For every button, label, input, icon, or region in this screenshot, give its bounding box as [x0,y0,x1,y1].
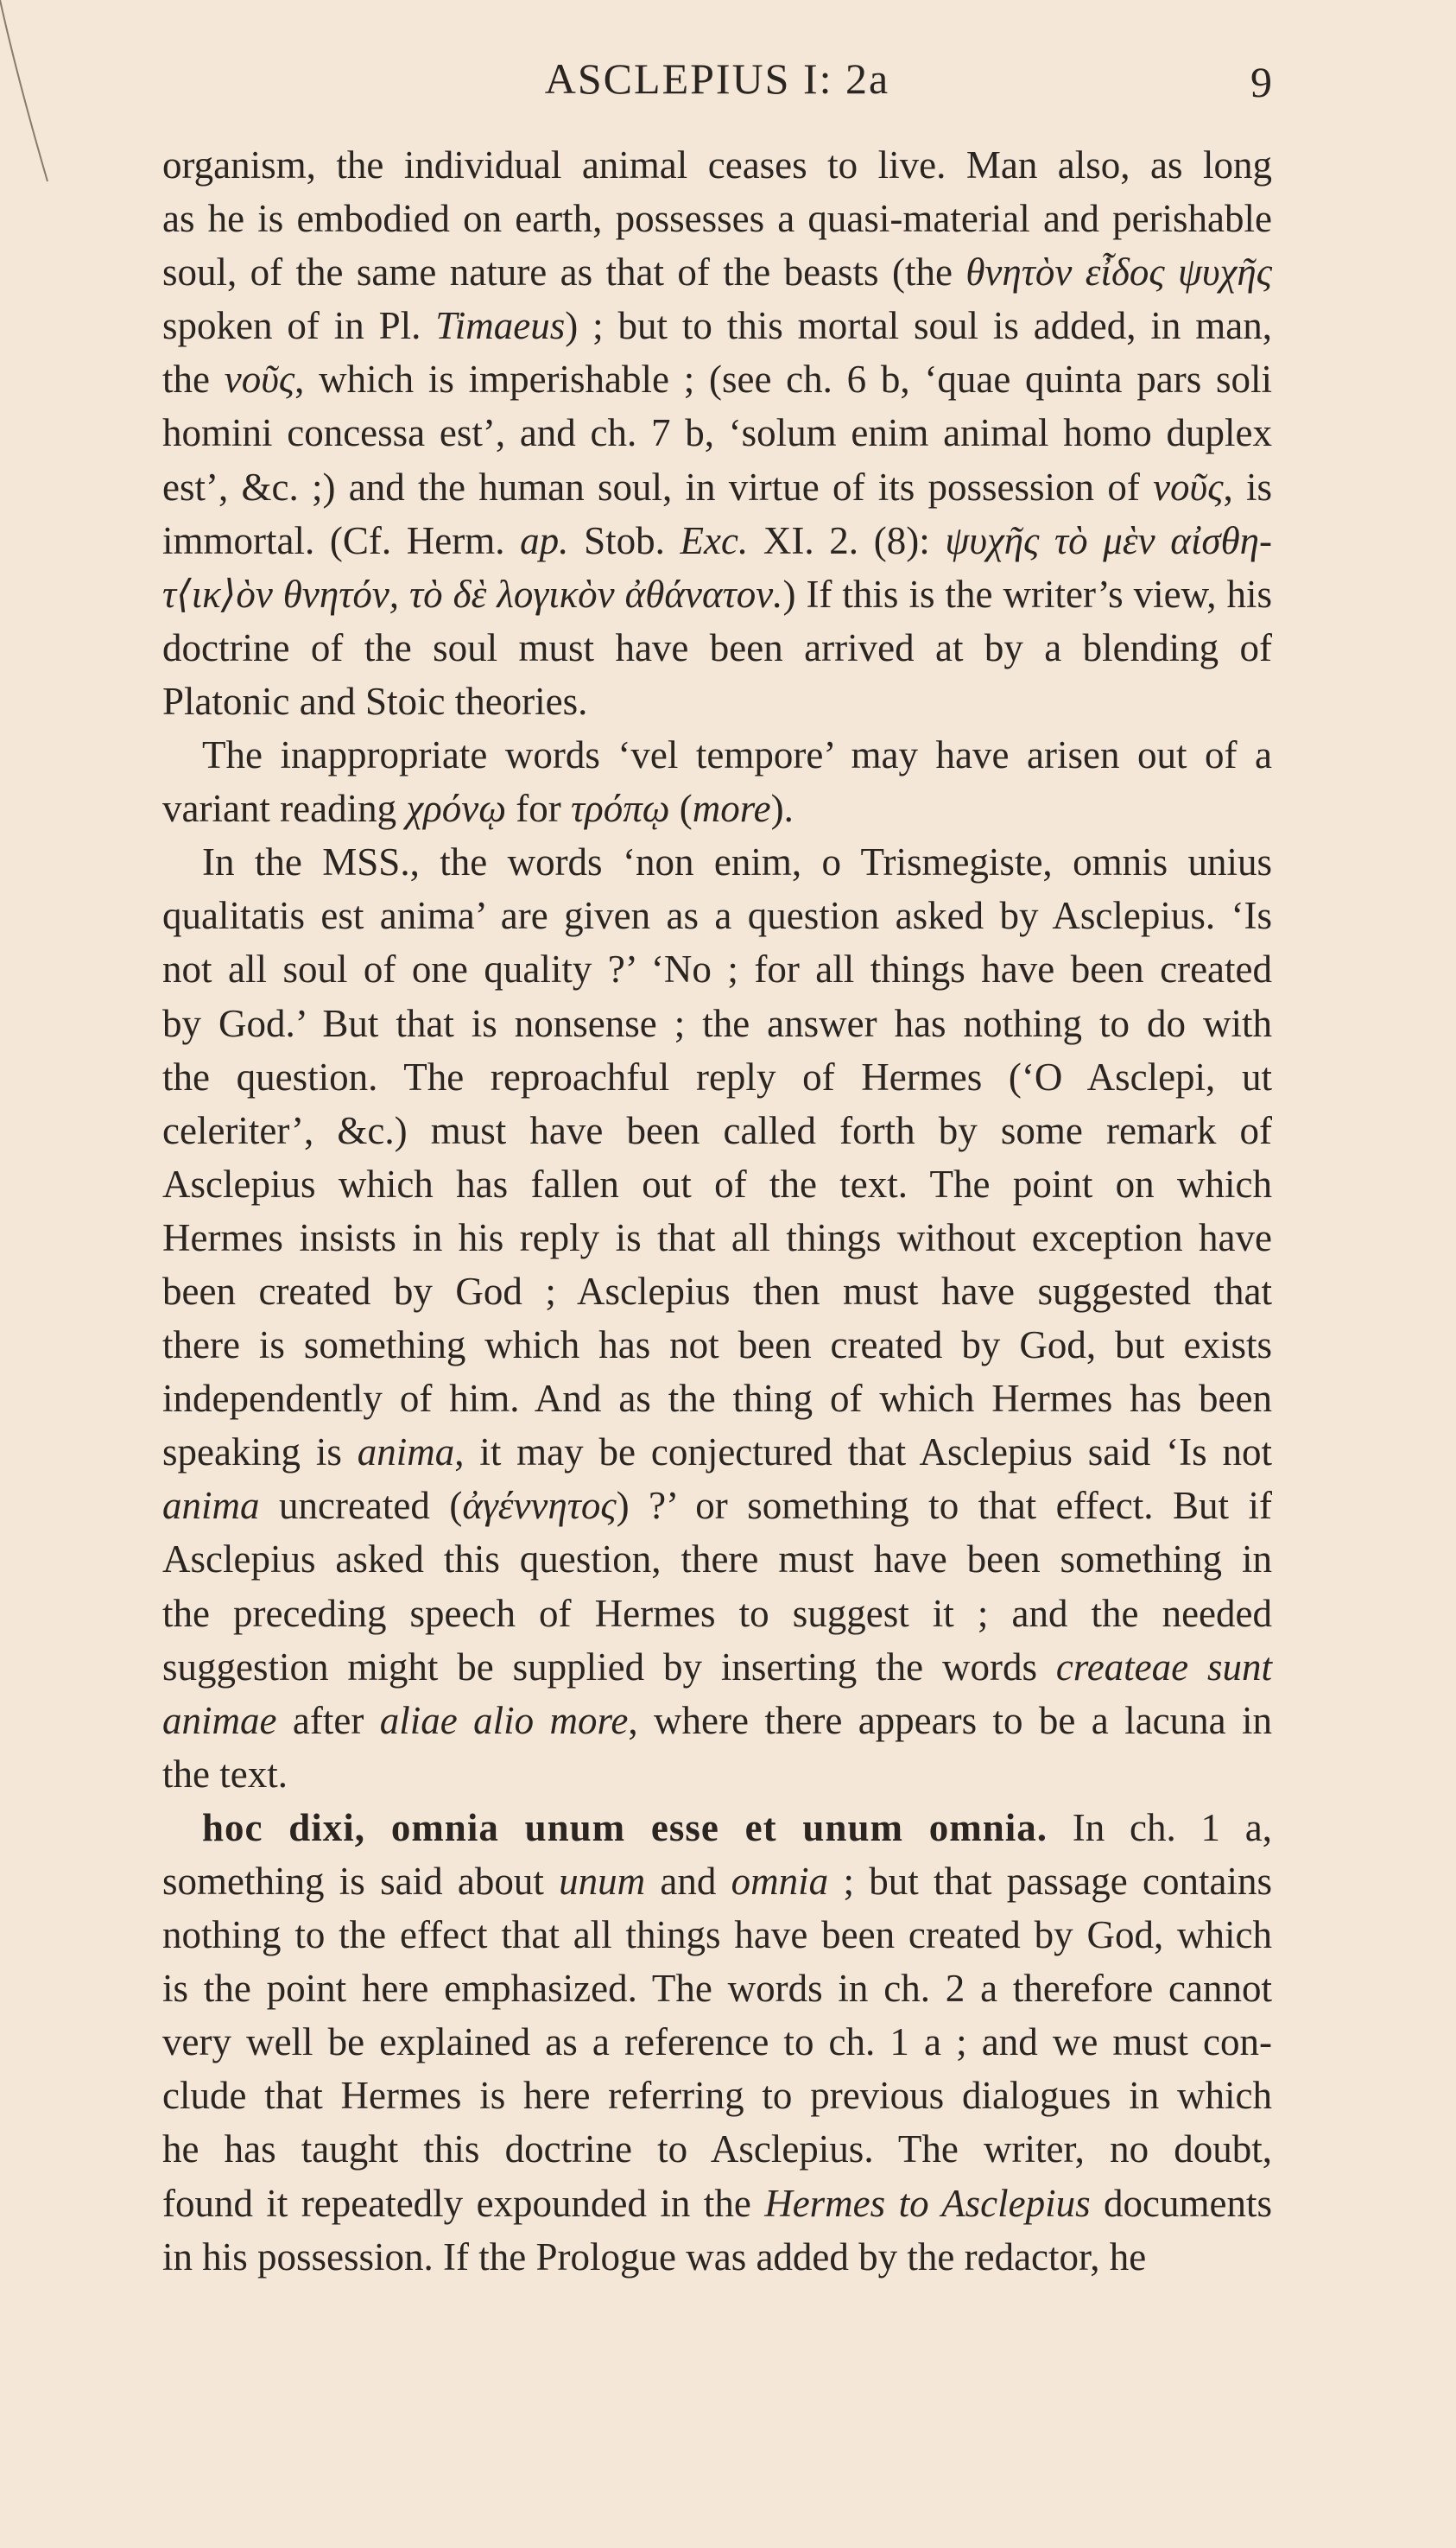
text-run: Asclepius which has fallen out of the text. The point on which [162,1162,1272,1206]
text-run: ) ; but to this mortal soul is added, in man, [565,304,1272,348]
text-line [162,460,1272,514]
text-run: as he is embodied on earth, possesses a quasi-material and perishable [162,197,1272,241]
bold-lemma: hoc dixi, omnia unum esse et unum omnia. [202,1805,1048,1849]
text-run: for [506,787,572,831]
text-line [162,2122,1272,2176]
text-run: clude that Hermes is here referring to previous dialogues in which [162,2074,1272,2118]
text-line [162,997,1272,1050]
text-run: the question. The reproachful reply of Hermes (‘O Asclepi, ut [162,1055,1272,1099]
text-line [162,1264,1272,1318]
italic-text: ap. [520,518,569,562]
text-run: , is [1223,465,1273,509]
text-run: homini concessa est’, and ch. 7 b, ‘solum enim animal homo duplex [162,411,1272,455]
text-line [162,192,1272,245]
text-line [162,1211,1272,1264]
page-edge-crease [0,0,52,199]
text-run: in his possession. If the Prologue was added by the redactor, he [162,2234,1147,2279]
text-run: nothing to the effect that all things have been created by God, which [162,1913,1272,1957]
text-line [162,1425,1272,1479]
italic-text: Exc. [680,518,749,562]
text-line [162,1532,1272,1586]
italic-text: νοῦς [224,358,295,402]
text-run: Asclepius asked this question, there must have been something in [162,1537,1272,1581]
text-run: In the MSS., the words ‘non enim, o Trismegiste, omnis unius [202,840,1272,884]
text-run: doctrine of the soul must have been arrived at by a blending of [162,625,1272,669]
text-run: celeriter’, &c.) must have been called forth by some remark of [162,1108,1272,1152]
italic-text: θνητὸν εἶδος ψυχῆς [965,250,1272,295]
text-line [162,1479,1272,1532]
text-line [162,1801,1272,1854]
text-line [162,1587,1272,1640]
running-title: ASCLEPIUS I: 2a [544,54,890,103]
text-run: , it may be conjectured that Asclepius said ‘Is not [454,1430,1272,1474]
text-line [162,621,1272,675]
text-line [162,675,1272,728]
italic-text: animae [162,1698,277,1742]
text-run: ) ?’ or something to that effect. But if [616,1484,1272,1528]
text-line [162,942,1272,996]
text-run: soul, of the same nature as that of the beasts (the [162,250,966,295]
text-run: something is said about [162,1860,560,1903]
text-run: ( [669,787,693,831]
text-line [162,2015,1272,2069]
italic-text: anima [357,1430,455,1474]
text-line [162,2230,1272,2284]
text-run: the [162,358,225,402]
italic-text: Timaeus [435,304,566,348]
text-run: immortal. (Cf. Herm. [162,518,521,562]
text-run: ; but that passage contains [828,1860,1272,1903]
text-line [162,1962,1272,2015]
paragraph [162,835,1272,1801]
text-line [162,245,1272,299]
text-line [162,406,1272,460]
text-line [162,299,1272,352]
text-line [162,1050,1272,1104]
italic-text: more [692,787,771,831]
text-line [162,782,1272,835]
italic-text: aliae alio more [379,1698,629,1742]
text-run: XI. 2. (8): [748,518,946,562]
text-line [162,567,1272,621]
text-run: qualitatis est anima’ are given as a question asked by Asclepius. ‘Is [162,894,1272,938]
italic-text: unum [559,1860,646,1903]
italic-text: ψυχῆς τὸ μὲν αἰσθη- [945,518,1272,562]
text-line [162,2069,1272,2122]
paragraph [162,138,1272,728]
text-run: speaking is [162,1430,358,1474]
text-run: ) If this is the writer’s view, his [782,572,1272,616]
italic-text: τ⟨ικ⟩ὸν θνητόν, τὸ δὲ λογικὸν ἀθάνατον. [162,572,783,616]
text-line [162,1640,1272,1694]
text-run: there is something which has not been created by God, but exists [162,1323,1272,1367]
text-run: documents [1090,2181,1272,2225]
text-run: found it repeatedly expounded in the [162,2181,765,2225]
text-run: not all soul of one quality ?’ ‘No ; for all things have been created [162,948,1272,992]
text-line [162,1104,1272,1157]
italic-text: anima [162,1484,260,1528]
text-line [162,1318,1272,1372]
text-line [162,1157,1272,1211]
text-run: suggestion might be supplied by inserting the words [162,1645,1056,1689]
text-line [162,1747,1272,1801]
paragraph [162,1801,1272,2284]
text-line [162,1372,1272,1425]
text-line [162,352,1272,406]
text-run: , where there appears to be a lacuna in [628,1698,1273,1742]
text-run: est’, &c. ;) and the human soul, in virtue of its possession of [162,465,1154,509]
text-line [162,1694,1272,1747]
page-body-text [162,138,1272,2284]
text-line [162,835,1272,889]
italic-text: Hermes to Asclepius [764,2181,1091,2225]
page-header [162,54,1272,114]
text-run: In ch. 1 a, [1048,1805,1272,1849]
text-run: ). [770,787,794,831]
text-run: Stob. [568,518,681,562]
italic-text: createae sunt [1055,1645,1272,1689]
text-line [162,889,1272,942]
text-line [162,728,1272,782]
text-line [162,1854,1272,1908]
text-run: variant reading [162,787,407,831]
text-run: by God.’ But that is nonsense ; the answer has nothing to do with [162,1001,1272,1045]
text-run: very well be explained as a reference to ch. 1 a ; and we must con- [162,2020,1272,2064]
text-run: independently of him. And as the thing of which Hermes has been [162,1377,1272,1421]
text-run: Platonic and Stoic theories. [162,679,588,723]
italic-text: χρόνῳ [406,787,507,831]
text-run: the preceding speech of Hermes to suggest it ; and the needed [162,1591,1272,1635]
text-run: the text. [162,1752,288,1796]
text-run: been created by God ; Asclepius then must have suggested that [162,1269,1272,1313]
text-line [162,1908,1272,1962]
text-run: after [276,1698,380,1742]
italic-text: νοῦς [1153,465,1224,509]
paragraph [162,728,1272,835]
italic-text: τρόπῳ [571,787,670,831]
text-run: and [645,1860,731,1903]
page-number: 9 [1250,58,1272,106]
text-run: organism, the individual animal ceases to live. Man also, as long [162,143,1272,187]
text-line [162,514,1272,567]
text-line [162,138,1272,192]
text-run: , which is imperishable ; (see ch. 6 b, ‘quae quinta pars soli [294,358,1272,402]
italic-text: omnia [731,1860,829,1903]
text-run: Hermes insists in his reply is that all things without exception have [162,1215,1272,1259]
text-line [162,2177,1272,2230]
text-run: The inappropriate words ‘vel tempore’ may have arisen out of a [202,733,1272,777]
text-run: he has taught this doctrine to Asclepius. The writer, no doubt, [162,2127,1272,2171]
text-run: uncreated ( [259,1484,463,1528]
text-run: spoken of in Pl. [162,304,436,348]
text-run: is the point here emphasized. The words in ch. 2 a therefore cannot [162,1967,1272,2011]
italic-text: ἀγέννητος [462,1484,617,1528]
